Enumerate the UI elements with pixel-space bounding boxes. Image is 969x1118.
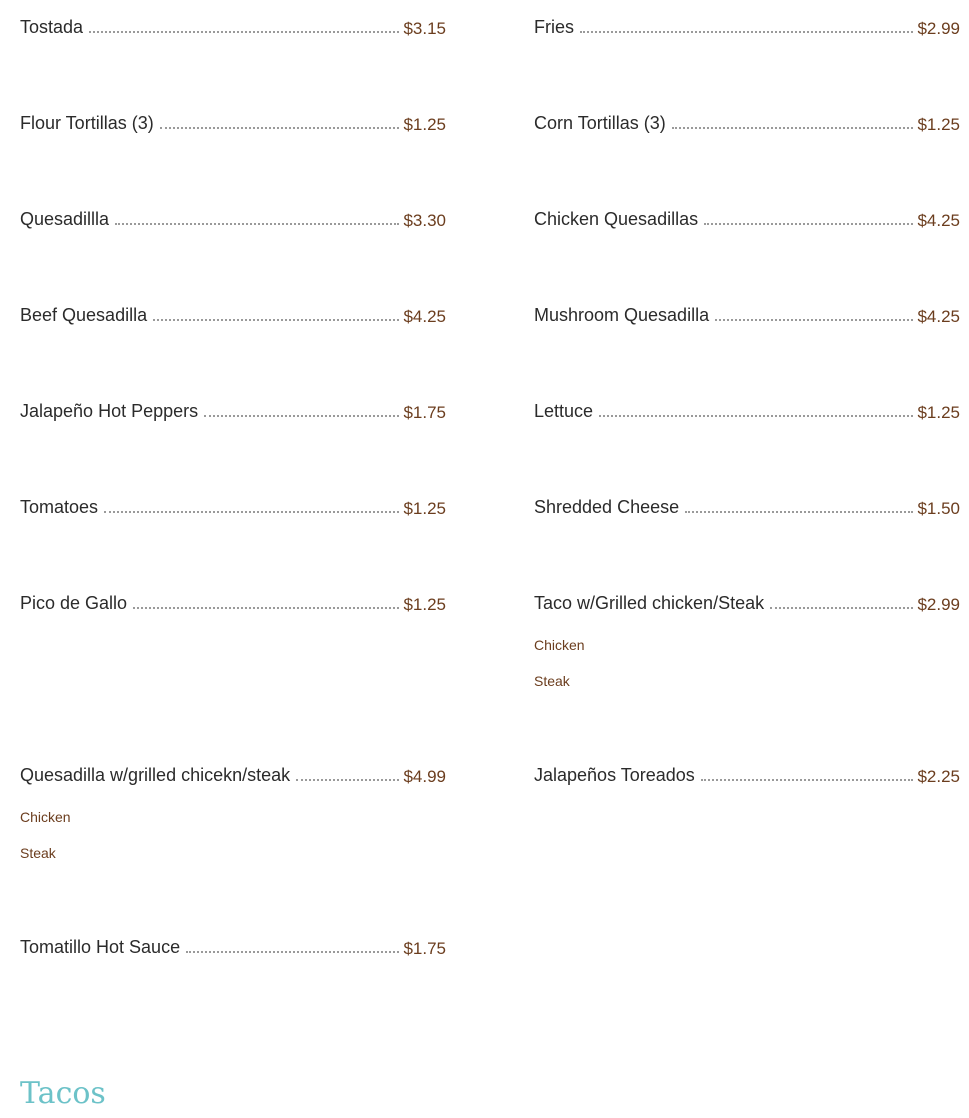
dotted-leader: [296, 779, 399, 781]
dotted-leader: [599, 415, 913, 417]
menu-item: [534, 14, 960, 38]
dotted-leader: [133, 607, 399, 609]
menu-item-price: $1.25: [403, 499, 446, 518]
menu-item-price: $1.75: [403, 939, 446, 958]
menu-item: [534, 302, 960, 326]
menu-item: [534, 398, 960, 422]
menu-item-price: $1.25: [403, 595, 446, 614]
menu-item-price: $4.99: [403, 767, 446, 786]
dotted-leader: [204, 415, 399, 417]
dotted-leader: [701, 779, 914, 781]
menu-item-name: Mushroom Quesadilla: [534, 305, 710, 325]
menu-item-name: Quesadillla: [20, 209, 110, 229]
menu-item-name: Tostada: [20, 17, 84, 37]
menu-item-name: Quesadilla w/grilled chicekn/steak: [20, 765, 291, 785]
menu-option-chicken[interactable]: Chicken: [534, 637, 585, 653]
menu-option-steak[interactable]: Steak: [20, 845, 56, 861]
dotted-leader: [89, 31, 399, 33]
menu-item: [20, 110, 446, 134]
menu-item-name: Jalapeño Hot Peppers: [20, 401, 199, 421]
menu-item-name: Flour Tortillas (3): [20, 113, 154, 133]
menu-item-price: $2.99: [917, 595, 960, 614]
menu-item-name: Beef Quesadilla: [20, 305, 148, 325]
menu-item-name: Corn Tortillas (3): [534, 113, 666, 133]
menu-item-name: Jalapeños Toreados: [534, 765, 695, 785]
menu-item-price: $4.25: [403, 307, 446, 326]
dotted-leader: [672, 127, 914, 129]
menu-item-price: $2.25: [917, 767, 960, 786]
menu-item-price: $1.50: [917, 499, 960, 518]
menu-item-name: Shredded Cheese: [534, 497, 680, 517]
menu-item-price: $4.25: [917, 307, 960, 326]
menu-item: [534, 762, 960, 786]
menu-item-name: Lettuce: [534, 401, 594, 421]
menu-item: [20, 14, 446, 38]
menu-item-price: $1.75: [403, 403, 446, 422]
menu-item: [20, 206, 446, 230]
menu-item: [20, 934, 446, 958]
menu-item-price: $4.25: [917, 211, 960, 230]
menu-item-price: $3.15: [403, 19, 446, 38]
menu-item: [534, 110, 960, 134]
menu-item-price: $3.30: [403, 211, 446, 230]
menu-item: [534, 590, 960, 614]
dotted-leader: [160, 127, 400, 129]
menu-item-name: Tomatoes: [20, 497, 99, 517]
menu-item: [20, 302, 446, 326]
dotted-leader: [153, 319, 399, 321]
menu-item-name: Tomatillo Hot Sauce: [20, 937, 181, 957]
menu-item: [20, 398, 446, 422]
dotted-leader: [580, 31, 913, 33]
menu-item: [534, 494, 960, 518]
section-title-tacos: Tacos: [20, 1076, 106, 1111]
menu-item-price: $1.25: [917, 115, 960, 134]
menu-item-price: $2.99: [917, 19, 960, 38]
menu-option-chicken[interactable]: Chicken: [20, 809, 71, 825]
dotted-leader: [715, 319, 913, 321]
dotted-leader: [704, 223, 913, 225]
menu-item-name: Chicken Quesadillas: [534, 209, 699, 229]
dotted-leader: [685, 511, 913, 513]
menu-option-steak[interactable]: Steak: [534, 673, 570, 689]
menu-item: [534, 206, 960, 230]
menu-item: [20, 590, 446, 614]
menu-item: [20, 762, 446, 786]
dotted-leader: [770, 607, 913, 609]
dotted-leader: [104, 511, 399, 513]
menu-item-name: Fries: [534, 17, 574, 37]
menu-item-price: $1.25: [917, 403, 960, 422]
menu-item-price: $1.25: [403, 115, 446, 134]
menu-item-name: Pico de Gallo: [20, 593, 128, 613]
menu-item: [20, 494, 446, 518]
menu-item-name: Taco w/Grilled chicken/Steak: [534, 593, 765, 613]
dotted-leader: [115, 223, 399, 225]
dotted-leader: [186, 951, 399, 953]
